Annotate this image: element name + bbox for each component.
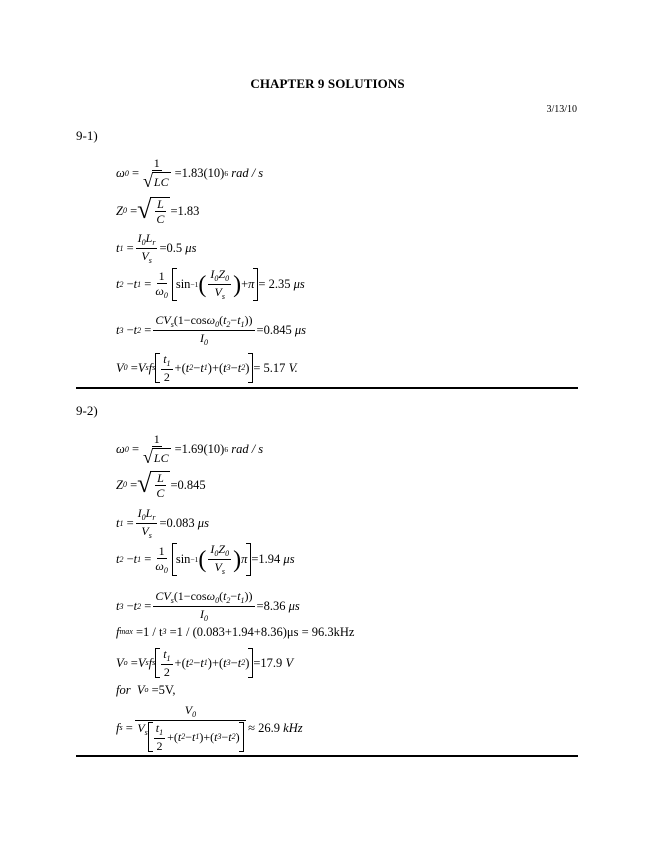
eq-v0-1: V 0 = V s f s $\frac{t_1}{2}$ +( t 2 − t 1 )+( t 3 − t 2 ) = 5.17 V. [116,352,298,384]
omega0-exponent: 6 [224,444,229,454]
eq-omega0-1: ω 0 = 1 √ LC =1.83(10) 6 rad / s [116,156,264,191]
fs-unit: kHz [283,720,303,735]
t3-value: =8.36 [256,599,286,614]
t2-value: =1.94 [251,552,281,567]
v0-value: = 5.17 [253,360,286,375]
v0-unit: V. [288,360,298,375]
omega0-value: =1.69(10) [174,442,225,457]
eq-t1-1: t 1 = $\frac{I_0L_r}{V_s}$ =0.5 μs [116,231,197,265]
eq-t3-1: t 3 − t 2 = $\frac{CV_s(1-\cos\omega_0(t_2-t_1))}{I_0}$ =0.845 μs [116,313,306,347]
for-text: for [116,683,131,697]
t1-value: =0.083 [159,516,195,531]
eq-t2-2: t 2 − t 1 = $\frac{1}{\omega_0}$ sin −1 ( $\frac{I_0Z_0}{V_s}$ ) π =1.94 μs [116,542,295,576]
t1-unit: μs [185,241,197,256]
for-cond: V [136,683,145,697]
vo-value: =17.9 [253,655,283,670]
date: 3/13/10 [546,104,577,115]
for-cond-value: =5V, [151,683,176,697]
t1-unit: μs [197,516,209,531]
omega0-unit: rad / s [231,166,264,181]
vo-unit: V [285,655,294,670]
eq-for-2: for V o =5V, [116,683,176,697]
eq-fmax-2: f max =1 / t 3 =1 / (0.083+1.94+8.36)μs = 96.3kHz [116,625,355,639]
t2-value: = 2.35 [258,277,291,292]
z0-value: =1.83 [170,203,200,218]
omega0-unit: rad / s [231,442,264,457]
t3-value: =0.845 [256,323,292,338]
divider-1 [76,387,578,389]
eq-t1-2: t 1 = $\frac{I_0L_r}{V_s}$ =0.083 μs [116,506,209,540]
problem-label-9-2: 9-2) [76,403,98,418]
problem-label-9-1: 9-1) [76,128,98,143]
divider-2 [76,755,578,757]
t2-unit: μs [293,277,305,292]
omega0-value: =1.83(10) [174,166,225,181]
eq-vo-2: V o = V s f s $\frac{t_1}{2}$ +( t 2 − t 1 )+( t 3 − t 2 ) =17.9 V [116,647,294,679]
t3-unit: μs [294,323,306,338]
t1-value: =0.5 [159,241,183,256]
t3-unit: μs [288,599,300,614]
page-title: CHAPTER 9 SOLUTIONS [250,76,405,91]
z0-value: =0.845 [170,477,206,492]
eq-z0-2: Z 0 = √ $\frac{L}{C}$ =0.845 [116,469,206,500]
eq-z0-1: Z 0 = √ $\frac{L}{C}$ =1.83 [116,195,200,226]
eq-t2-1: t 2 − t 1 = $\frac{1}{\omega_0}$ sin −1 ( $\frac{I_0Z_0}{V_s}$ ) + π = 2.35 μs [116,267,305,301]
fmax-result: =1 / (0.083+1.94+8.36)μs = 96.3kHz [169,625,355,639]
fmax-expr: =1 / t [135,625,163,639]
omega0-exponent: 6 [224,168,229,178]
fs-value: ≈ 26.9 [248,720,281,735]
eq-omega0-2: ω 0 = 1 √ LC =1.69(10) 6 rad / s [116,432,264,467]
eq-fs-2: f s = $V_0$ $V_s$ $\frac{t_1}{2}$ +( t 2 − t 1 )+( t 3 − t 2 ) ≈ 26.9 kHz [116,703,303,753]
eq-t3-2: t 3 − t 2 = $\frac{CV_s(1-\cos\omega_0(t_2-t_1))}{I_0}$ =8.36 μs [116,589,300,623]
t2-unit: μs [283,552,295,567]
